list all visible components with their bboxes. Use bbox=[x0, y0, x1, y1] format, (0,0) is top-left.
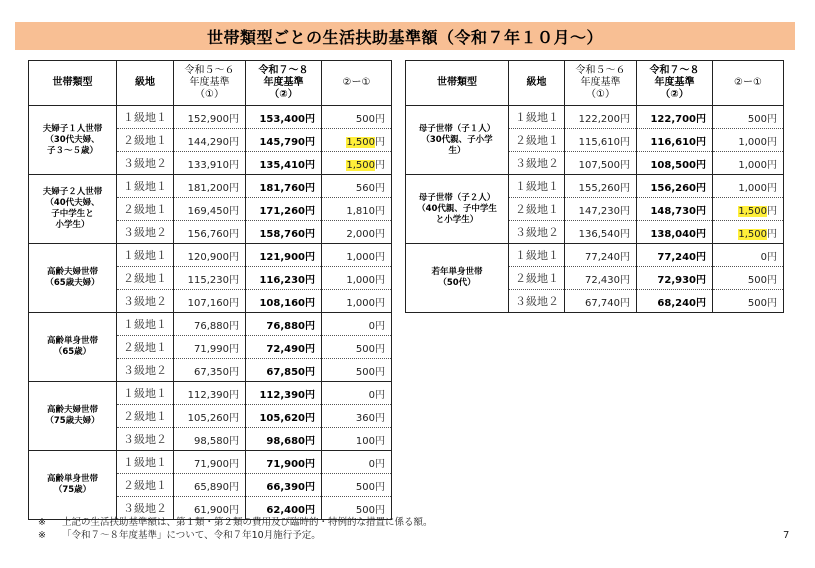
old-amount-cell: 65,890円 bbox=[174, 474, 246, 497]
difference-cell bbox=[322, 451, 392, 474]
new-amount-cell: 68,240円 bbox=[637, 290, 713, 313]
table-row bbox=[29, 175, 392, 198]
old-amount-cell: 67,350円 bbox=[174, 359, 246, 382]
page-number: 7 bbox=[783, 530, 790, 541]
difference-value: 1,000 bbox=[738, 159, 767, 171]
yen-unit: 円 bbox=[375, 458, 385, 470]
yen-unit: 円 bbox=[767, 205, 777, 217]
household-type-cell: 高齢夫婦世帯 （65歳夫婦） bbox=[29, 244, 117, 313]
highlighted-difference: 1,500 bbox=[738, 205, 767, 217]
header-new-standard-line: 令和７～８ bbox=[649, 65, 700, 76]
grade-cell: ２級地１ bbox=[117, 198, 174, 221]
household-type-cell: 夫婦子２人世帯 （40代夫婦、 子中学生と 小学生） bbox=[29, 175, 117, 244]
old-amount-cell: 98,580円 bbox=[174, 428, 246, 451]
difference-value: 500 bbox=[747, 113, 767, 125]
yen-unit: 円 bbox=[767, 136, 777, 148]
difference-cell bbox=[713, 244, 784, 267]
yen-unit: 円 bbox=[767, 228, 777, 240]
old-amount-cell: 105,260円 bbox=[174, 405, 246, 428]
household-type-cell: 高齢単身世帯 （75歳） bbox=[29, 451, 117, 520]
yen-unit: 円 bbox=[767, 159, 777, 171]
header-grade-line: 級地 bbox=[526, 77, 547, 88]
yen-unit: 円 bbox=[375, 389, 385, 401]
grade-cell: ３級地２ bbox=[117, 290, 174, 313]
header-difference bbox=[322, 61, 392, 106]
title-bar bbox=[15, 22, 795, 50]
header-old-standard-line: 年度基準 bbox=[189, 77, 230, 88]
new-amount-cell: 62,400円 bbox=[246, 497, 322, 520]
new-amount-cell: 171,260円 bbox=[246, 198, 322, 221]
difference-cell bbox=[713, 267, 784, 290]
left-benefit-table bbox=[28, 60, 392, 520]
old-amount-cell: 61,900円 bbox=[174, 497, 246, 520]
grade-cell: １級地１ bbox=[117, 313, 174, 336]
table-body bbox=[29, 106, 392, 520]
right-benefit-table bbox=[405, 60, 784, 313]
yen-unit: 円 bbox=[375, 504, 385, 516]
footnotes bbox=[38, 516, 433, 542]
difference-cell bbox=[322, 106, 392, 129]
difference-value: 500 bbox=[747, 297, 767, 309]
difference-value: 560 bbox=[355, 182, 375, 194]
grade-cell: ３級地２ bbox=[117, 221, 174, 244]
difference-value: 360 bbox=[355, 412, 375, 424]
new-amount-cell: 72,490円 bbox=[246, 336, 322, 359]
header-difference-line: ②ー① bbox=[734, 77, 762, 88]
footnote-mark: ※ bbox=[38, 530, 46, 541]
difference-cell bbox=[713, 106, 784, 129]
page-title: 世帯類型ごとの生活扶助基準額（令和７年１０月～） bbox=[206, 27, 603, 47]
difference-cell bbox=[322, 336, 392, 359]
grade-cell: １級地１ bbox=[509, 175, 565, 198]
difference-cell bbox=[322, 359, 392, 382]
new-amount-cell: 112,390円 bbox=[246, 382, 322, 405]
grade-cell: ２級地１ bbox=[117, 474, 174, 497]
header-old-standard-line: 令和５～６ bbox=[575, 65, 626, 76]
difference-cell bbox=[713, 290, 784, 313]
header-household-type bbox=[406, 61, 509, 106]
grade-cell: １級地１ bbox=[117, 106, 174, 129]
yen-unit: 円 bbox=[375, 412, 385, 424]
household-type-cell: 夫婦子１人世帯 （30代夫婦、 子３～５歳） bbox=[29, 106, 117, 175]
yen-unit: 円 bbox=[375, 182, 385, 194]
household-type-cell: 若年単身世帯 （50代） bbox=[406, 244, 509, 313]
header-household-type-line: 世帯類型 bbox=[52, 77, 93, 88]
new-amount-cell: 76,880円 bbox=[246, 313, 322, 336]
difference-cell bbox=[322, 313, 392, 336]
old-amount-cell: 67,740円 bbox=[565, 290, 637, 313]
footnote bbox=[38, 516, 433, 529]
footnote-mark: ※ bbox=[38, 517, 46, 528]
new-amount-cell: 148,730円 bbox=[637, 198, 713, 221]
difference-value: 1,000 bbox=[346, 274, 375, 286]
yen-unit: 円 bbox=[375, 205, 385, 217]
difference-cell bbox=[322, 290, 392, 313]
old-amount-cell: 107,160円 bbox=[174, 290, 246, 313]
difference-value: 1,000 bbox=[346, 251, 375, 263]
yen-unit: 円 bbox=[375, 159, 385, 171]
header-old-standard bbox=[174, 61, 246, 106]
table-row bbox=[406, 106, 784, 129]
new-amount-cell: 66,390円 bbox=[246, 474, 322, 497]
yen-unit: 円 bbox=[767, 182, 777, 194]
new-amount-cell: 153,400円 bbox=[246, 106, 322, 129]
footnote-text: 上記の生活扶助基準額は、第１類・第２類の費用及び臨時的・特例的な措置に係る額。 bbox=[62, 517, 433, 528]
yen-unit: 円 bbox=[375, 481, 385, 493]
footnote bbox=[38, 529, 433, 542]
difference-cell bbox=[322, 221, 392, 244]
old-amount-cell: 72,430円 bbox=[565, 267, 637, 290]
new-amount-cell: 67,850円 bbox=[246, 359, 322, 382]
highlighted-difference: 1,500 bbox=[346, 136, 375, 148]
header-row bbox=[406, 61, 784, 106]
difference-cell bbox=[713, 221, 784, 244]
table-header bbox=[406, 61, 784, 106]
header-old-standard-line: （①） bbox=[195, 89, 224, 100]
old-amount-cell: 115,230円 bbox=[174, 267, 246, 290]
old-amount-cell: 77,240円 bbox=[565, 244, 637, 267]
difference-value: 0 bbox=[368, 320, 375, 332]
difference-cell bbox=[322, 405, 392, 428]
grade-cell: ２級地１ bbox=[117, 405, 174, 428]
header-new-standard-line: （②） bbox=[660, 89, 689, 100]
header-grade bbox=[117, 61, 174, 106]
difference-value: 500 bbox=[355, 366, 375, 378]
yen-unit: 円 bbox=[375, 366, 385, 378]
header-difference-line: ②ー① bbox=[342, 77, 371, 88]
header-difference bbox=[713, 61, 784, 106]
difference-cell bbox=[322, 428, 392, 451]
header-row bbox=[29, 61, 392, 106]
old-amount-cell: 107,500円 bbox=[565, 152, 637, 175]
difference-cell bbox=[713, 198, 784, 221]
header-old-standard bbox=[565, 61, 637, 106]
yen-unit: 円 bbox=[375, 297, 385, 309]
difference-value: 100 bbox=[355, 435, 375, 447]
header-new-standard bbox=[246, 61, 322, 106]
grade-cell: １級地１ bbox=[117, 175, 174, 198]
grade-cell: ３級地２ bbox=[117, 152, 174, 175]
yen-unit: 円 bbox=[375, 274, 385, 286]
difference-cell bbox=[713, 152, 784, 175]
difference-value: 500 bbox=[355, 504, 375, 516]
new-amount-cell: 181,760円 bbox=[246, 175, 322, 198]
old-amount-cell: 71,900円 bbox=[174, 451, 246, 474]
table-row bbox=[406, 244, 784, 267]
difference-value: 0 bbox=[368, 389, 375, 401]
yen-unit: 円 bbox=[767, 113, 777, 125]
table-row bbox=[29, 244, 392, 267]
grade-cell: ２級地１ bbox=[509, 267, 565, 290]
difference-cell bbox=[322, 129, 392, 152]
household-type-cell: 高齢単身世帯 （65歳） bbox=[29, 313, 117, 382]
header-new-standard-line: 年度基準 bbox=[263, 77, 304, 88]
grade-cell: ３級地２ bbox=[117, 428, 174, 451]
grade-cell: １級地１ bbox=[509, 244, 565, 267]
difference-cell bbox=[713, 129, 784, 152]
header-household-type bbox=[29, 61, 117, 106]
new-amount-cell: 98,680円 bbox=[246, 428, 322, 451]
grade-cell: １級地１ bbox=[509, 106, 565, 129]
difference-cell bbox=[322, 382, 392, 405]
header-old-standard-line: 令和５～６ bbox=[184, 65, 235, 76]
grade-cell: ３級地２ bbox=[509, 221, 565, 244]
old-amount-cell: 155,260円 bbox=[565, 175, 637, 198]
difference-value: 0 bbox=[368, 458, 375, 470]
new-amount-cell: 77,240円 bbox=[637, 244, 713, 267]
old-amount-cell: 71,990円 bbox=[174, 336, 246, 359]
new-amount-cell: 135,410円 bbox=[246, 152, 322, 175]
yen-unit: 円 bbox=[375, 228, 385, 240]
difference-cell bbox=[322, 267, 392, 290]
old-amount-cell: 120,900円 bbox=[174, 244, 246, 267]
old-amount-cell: 181,200円 bbox=[174, 175, 246, 198]
old-amount-cell: 152,900円 bbox=[174, 106, 246, 129]
grade-cell: １級地１ bbox=[117, 451, 174, 474]
new-amount-cell: 158,760円 bbox=[246, 221, 322, 244]
table-row bbox=[29, 451, 392, 474]
header-grade bbox=[509, 61, 565, 106]
table-row bbox=[406, 175, 784, 198]
yen-unit: 円 bbox=[767, 251, 777, 263]
highlighted-difference: 1,500 bbox=[346, 159, 375, 171]
header-household-type-line: 世帯類型 bbox=[437, 77, 477, 88]
difference-cell bbox=[322, 244, 392, 267]
table-body bbox=[406, 106, 784, 313]
new-amount-cell: 108,160円 bbox=[246, 290, 322, 313]
new-amount-cell: 156,260円 bbox=[637, 175, 713, 198]
old-amount-cell: 144,290円 bbox=[174, 129, 246, 152]
difference-value: 500 bbox=[355, 113, 375, 125]
old-amount-cell: 76,880円 bbox=[174, 313, 246, 336]
household-type-cell: 母子世帯（子２人） （40代親、子中学生 と小学生） bbox=[406, 175, 509, 244]
new-amount-cell: 122,700円 bbox=[637, 106, 713, 129]
difference-cell bbox=[322, 198, 392, 221]
grade-cell: ３級地２ bbox=[509, 152, 565, 175]
new-amount-cell: 121,900円 bbox=[246, 244, 322, 267]
header-new-standard-line: 年度基準 bbox=[654, 77, 695, 88]
difference-cell bbox=[322, 175, 392, 198]
new-amount-cell: 71,900円 bbox=[246, 451, 322, 474]
yen-unit: 円 bbox=[375, 320, 385, 332]
yen-unit: 円 bbox=[375, 113, 385, 125]
new-amount-cell: 108,500円 bbox=[637, 152, 713, 175]
new-amount-cell: 138,040円 bbox=[637, 221, 713, 244]
grade-cell: ３級地２ bbox=[509, 290, 565, 313]
yen-unit: 円 bbox=[767, 297, 777, 309]
header-grade-line: 級地 bbox=[135, 77, 155, 88]
difference-value: 1,810 bbox=[346, 205, 375, 217]
new-amount-cell: 105,620円 bbox=[246, 405, 322, 428]
new-amount-cell: 116,610円 bbox=[637, 129, 713, 152]
header-new-standard-line: 令和７～８ bbox=[258, 65, 309, 76]
grade-cell: ２級地１ bbox=[117, 129, 174, 152]
old-amount-cell: 147,230円 bbox=[565, 198, 637, 221]
grade-cell: １級地１ bbox=[117, 382, 174, 405]
new-amount-cell: 72,930円 bbox=[637, 267, 713, 290]
highlighted-difference: 1,500 bbox=[738, 228, 767, 240]
difference-value: 500 bbox=[355, 343, 375, 355]
difference-value: 500 bbox=[355, 481, 375, 493]
yen-unit: 円 bbox=[375, 251, 385, 263]
difference-value: 2,000 bbox=[346, 228, 375, 240]
grade-cell: ２級地１ bbox=[117, 336, 174, 359]
grade-cell: ２級地１ bbox=[509, 129, 565, 152]
old-amount-cell: 115,610円 bbox=[565, 129, 637, 152]
new-amount-cell: 145,790円 bbox=[246, 129, 322, 152]
household-type-cell: 母子世帯（子１人） （30代親、子小学 生） bbox=[406, 106, 509, 175]
difference-value: 0 bbox=[760, 251, 767, 263]
old-amount-cell: 112,390円 bbox=[174, 382, 246, 405]
table-row bbox=[29, 313, 392, 336]
old-amount-cell: 136,540円 bbox=[565, 221, 637, 244]
difference-value: 1,000 bbox=[346, 297, 375, 309]
table-header bbox=[29, 61, 392, 106]
old-amount-cell: 156,760円 bbox=[174, 221, 246, 244]
household-type-cell: 高齢夫婦世帯 （75歳夫婦） bbox=[29, 382, 117, 451]
new-amount-cell: 116,230円 bbox=[246, 267, 322, 290]
old-amount-cell: 133,910円 bbox=[174, 152, 246, 175]
table-row bbox=[29, 106, 392, 129]
table-row bbox=[29, 382, 392, 405]
difference-value: 1,000 bbox=[738, 182, 767, 194]
header-new-standard bbox=[637, 61, 713, 106]
yen-unit: 円 bbox=[767, 274, 777, 286]
grade-cell: ２級地１ bbox=[117, 267, 174, 290]
grade-cell: ３級地２ bbox=[117, 497, 174, 520]
yen-unit: 円 bbox=[375, 435, 385, 447]
grade-cell: ３級地２ bbox=[117, 359, 174, 382]
footnote-text: 「令和７～８年度基準」について、令和７年10月施行予定。 bbox=[62, 530, 321, 541]
grade-cell: ２級地１ bbox=[509, 198, 565, 221]
difference-value: 1,000 bbox=[738, 136, 767, 148]
yen-unit: 円 bbox=[375, 343, 385, 355]
yen-unit: 円 bbox=[375, 136, 385, 148]
old-amount-cell: 169,450円 bbox=[174, 198, 246, 221]
difference-value: 500 bbox=[747, 274, 767, 286]
old-amount-cell: 122,200円 bbox=[565, 106, 637, 129]
grade-cell: １級地１ bbox=[117, 244, 174, 267]
header-old-standard-line: （①） bbox=[586, 89, 615, 100]
header-old-standard-line: 年度基準 bbox=[580, 77, 621, 88]
header-new-standard-line: （②） bbox=[269, 89, 298, 100]
difference-cell bbox=[322, 152, 392, 175]
difference-cell bbox=[713, 175, 784, 198]
difference-cell bbox=[322, 474, 392, 497]
